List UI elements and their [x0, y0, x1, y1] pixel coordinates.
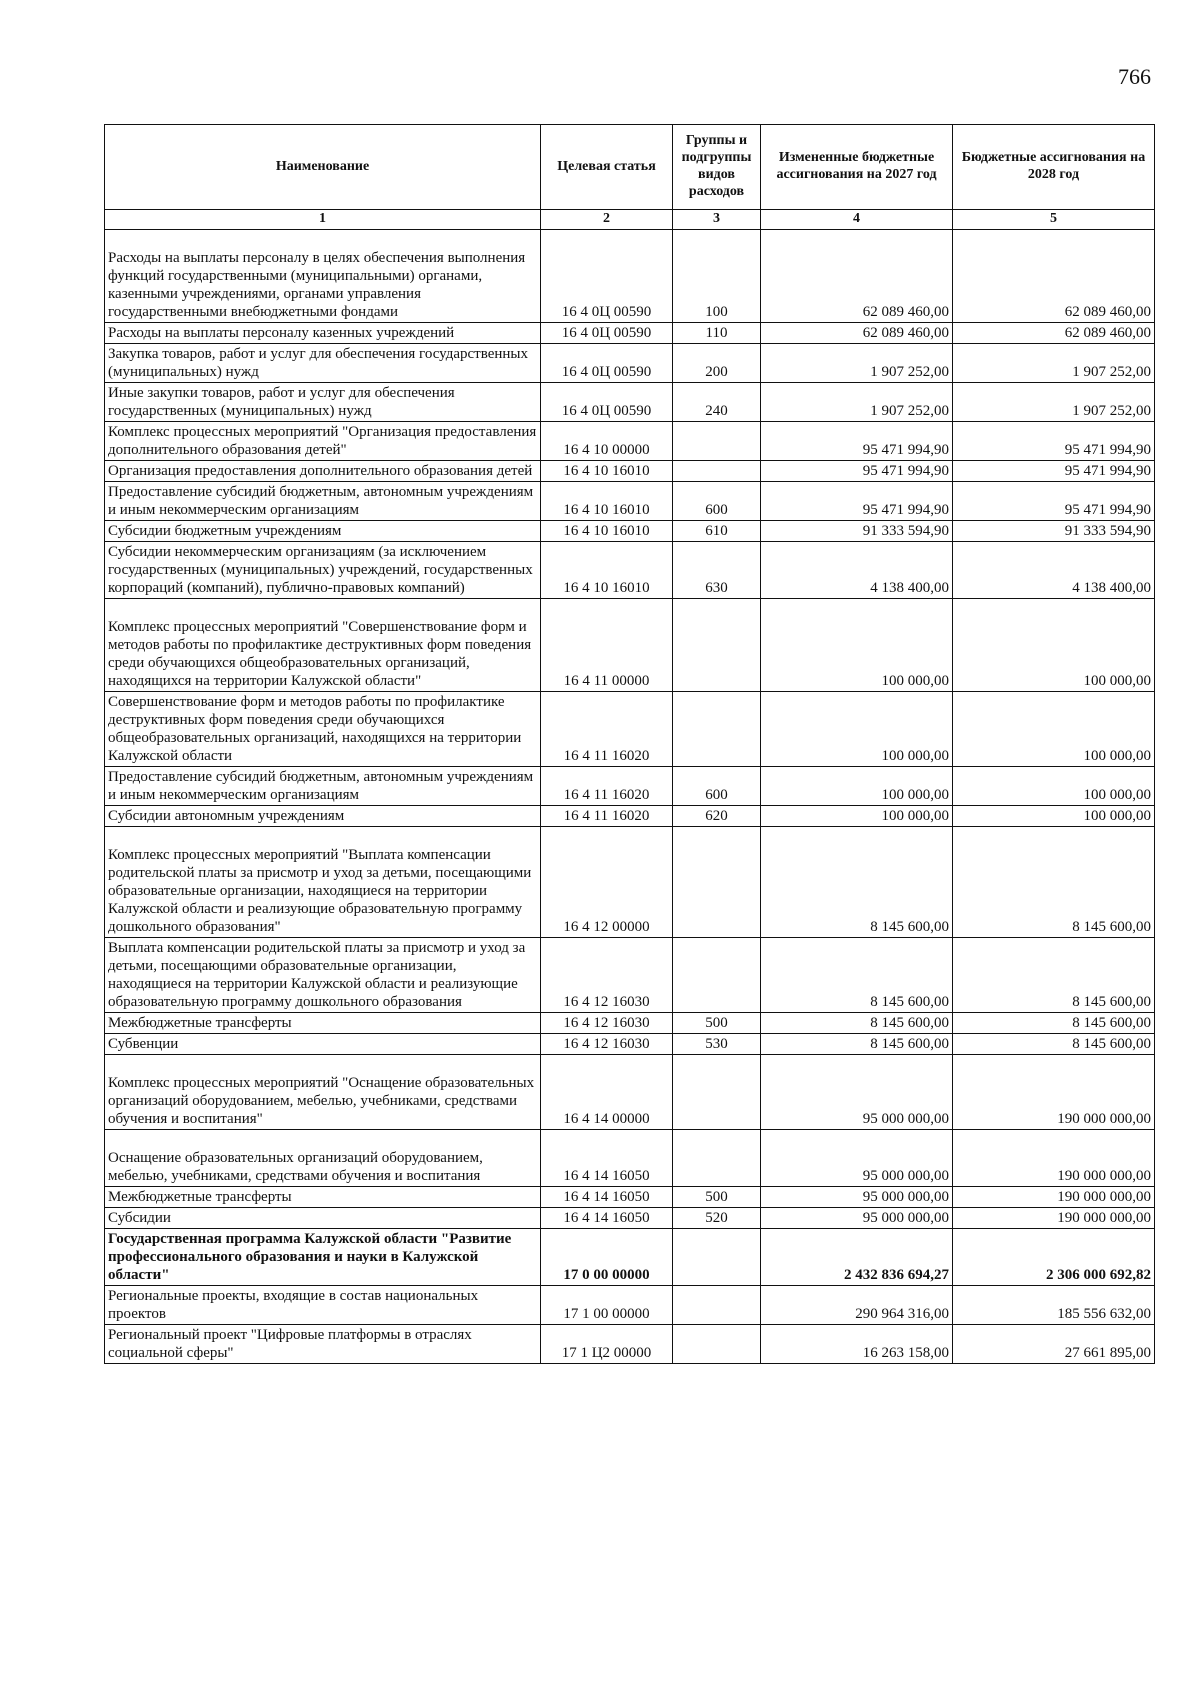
row-amount-2027: 8 145 600,00 — [761, 826, 953, 937]
header-target-article: Целевая статья — [541, 125, 673, 210]
row-amount-2028: 100 000,00 — [953, 805, 1155, 826]
table-row — [105, 229, 1155, 322]
row-target-article: 16 4 0Ц 00590 — [541, 229, 673, 322]
row-amount-2027: 290 964 316,00 — [761, 1285, 953, 1324]
row-amount-2027: 2 432 836 694,27 — [761, 1228, 953, 1285]
row-expense-group — [673, 826, 761, 937]
row-amount-2027: 8 145 600,00 — [761, 1012, 953, 1033]
row-target-article: 17 1 00 00000 — [541, 1285, 673, 1324]
row-amount-2028: 62 089 460,00 — [953, 229, 1155, 322]
table-row — [105, 541, 1155, 598]
row-expense-group — [673, 691, 761, 766]
column-number: 1 — [105, 210, 541, 230]
table-header-row — [105, 125, 1155, 210]
row-amount-2027: 91 333 594,90 — [761, 520, 953, 541]
header-changed-2027: Измененные бюджетные ассигнования на 2027 год — [761, 125, 953, 210]
row-expense-group — [673, 421, 761, 460]
row-name: Комплекс процессных мероприятий "Организация предоставления дополнительного образования детей" — [105, 421, 541, 460]
row-expense-group: 600 — [673, 766, 761, 805]
row-expense-group: 200 — [673, 343, 761, 382]
row-expense-group — [673, 1228, 761, 1285]
table-row — [105, 937, 1155, 1012]
row-name: Региональный проект "Цифровые платформы в отраслях социальной сферы" — [105, 1324, 541, 1363]
row-target-article: 16 4 10 16010 — [541, 541, 673, 598]
header-budget-2028: Бюджетные ассигнования на 2028 год — [953, 125, 1155, 210]
table-row — [105, 460, 1155, 481]
row-amount-2028: 100 000,00 — [953, 691, 1155, 766]
header-name: Наименование — [105, 125, 541, 210]
row-expense-group — [673, 1324, 761, 1363]
table-row — [105, 322, 1155, 343]
row-amount-2028: 95 471 994,90 — [953, 460, 1155, 481]
table-row — [105, 1186, 1155, 1207]
row-name: Оснащение образовательных организаций оборудованием, мебелью, учебниками, средствами обучения и воспитания — [105, 1129, 541, 1186]
row-target-article: 16 4 0Ц 00590 — [541, 382, 673, 421]
row-expense-group: 520 — [673, 1207, 761, 1228]
row-expense-group: 110 — [673, 322, 761, 343]
row-expense-group: 500 — [673, 1186, 761, 1207]
column-number: 4 — [761, 210, 953, 230]
column-number: 2 — [541, 210, 673, 230]
table-row — [105, 1285, 1155, 1324]
row-name: Расходы на выплаты персоналу казенных учреждений — [105, 322, 541, 343]
row-expense-group: 100 — [673, 229, 761, 322]
table-row — [105, 1012, 1155, 1033]
row-name: Субвенции — [105, 1033, 541, 1054]
row-name: Выплата компенсации родительской платы за присмотр и уход за детьми, посещающими образовательные организации, находящиеся на территории Калужской области и реализующие образовательную программу дошкольного образования — [105, 937, 541, 1012]
row-target-article: 16 4 0Ц 00590 — [541, 322, 673, 343]
row-amount-2027: 16 263 158,00 — [761, 1324, 953, 1363]
row-name: Комплекс процессных мероприятий "Выплата компенсации родительской платы за присмотр и уход за детьми, посещающими образовательные организации, находящиеся на территории Калужской области и реализующие образовательную программу дошкольного образования" — [105, 826, 541, 937]
row-target-article: 16 4 14 16050 — [541, 1129, 673, 1186]
row-name: Иные закупки товаров, работ и услуг для обеспечения государственных (муниципальных) нужд — [105, 382, 541, 421]
table-row — [105, 421, 1155, 460]
row-target-article: 16 4 14 16050 — [541, 1207, 673, 1228]
row-expense-group — [673, 1054, 761, 1129]
row-amount-2027: 95 000 000,00 — [761, 1054, 953, 1129]
row-amount-2027: 100 000,00 — [761, 805, 953, 826]
row-expense-group: 630 — [673, 541, 761, 598]
row-amount-2027: 62 089 460,00 — [761, 322, 953, 343]
table-row — [105, 382, 1155, 421]
table-row — [105, 1033, 1155, 1054]
row-name: Субсидии некоммерческим организациям (за исключением государственных (муниципальных) учреждений, государственных корпораций (компаний), публично-правовых компаний) — [105, 541, 541, 598]
row-name: Межбюджетные трансферты — [105, 1012, 541, 1033]
row-name: Региональные проекты, входящие в состав национальных проектов — [105, 1285, 541, 1324]
table-row — [105, 826, 1155, 937]
row-name: Расходы на выплаты персоналу в целях обеспечения выполнения функций государственными (муниципальными) органами, казенными учреждениями, органами управления государственными внебюджетными фондами — [105, 229, 541, 322]
row-amount-2028: 95 471 994,90 — [953, 421, 1155, 460]
row-target-article: 16 4 12 16030 — [541, 1033, 673, 1054]
table-row — [105, 1129, 1155, 1186]
column-number: 5 — [953, 210, 1155, 230]
table-row — [105, 481, 1155, 520]
row-amount-2027: 95 000 000,00 — [761, 1186, 953, 1207]
row-name: Предоставление субсидий бюджетным, автономным учреждениям и иным некоммерческим организациям — [105, 481, 541, 520]
row-amount-2027: 95 471 994,90 — [761, 421, 953, 460]
row-target-article: 16 4 11 00000 — [541, 598, 673, 691]
row-amount-2027: 95 000 000,00 — [761, 1207, 953, 1228]
row-amount-2027: 1 907 252,00 — [761, 382, 953, 421]
row-name: Субсидии автономным учреждениям — [105, 805, 541, 826]
row-amount-2027: 95 471 994,90 — [761, 460, 953, 481]
table-row — [105, 766, 1155, 805]
row-name: Закупка товаров, работ и услуг для обеспечения государственных (муниципальных) нужд — [105, 343, 541, 382]
row-amount-2028: 1 907 252,00 — [953, 343, 1155, 382]
row-amount-2028: 190 000 000,00 — [953, 1186, 1155, 1207]
row-expense-group — [673, 598, 761, 691]
row-target-article: 16 4 11 16020 — [541, 805, 673, 826]
row-amount-2028: 27 661 895,00 — [953, 1324, 1155, 1363]
row-amount-2028: 4 138 400,00 — [953, 541, 1155, 598]
row-amount-2028: 100 000,00 — [953, 598, 1155, 691]
row-amount-2027: 100 000,00 — [761, 598, 953, 691]
row-name: Субсидии — [105, 1207, 541, 1228]
row-expense-group: 600 — [673, 481, 761, 520]
row-target-article: 16 4 14 16050 — [541, 1186, 673, 1207]
table-row — [105, 805, 1155, 826]
row-target-article: 16 4 14 00000 — [541, 1054, 673, 1129]
row-amount-2028: 62 089 460,00 — [953, 322, 1155, 343]
row-amount-2027: 1 907 252,00 — [761, 343, 953, 382]
row-target-article: 16 4 12 00000 — [541, 826, 673, 937]
row-target-article: 16 4 0Ц 00590 — [541, 343, 673, 382]
table-row — [105, 1228, 1155, 1285]
row-expense-group: 500 — [673, 1012, 761, 1033]
header-expense-group: Группы и подгруппы видов расходов — [673, 125, 761, 210]
row-amount-2028: 91 333 594,90 — [953, 520, 1155, 541]
row-amount-2028: 8 145 600,00 — [953, 1012, 1155, 1033]
row-target-article: 16 4 10 16010 — [541, 481, 673, 520]
row-amount-2028: 100 000,00 — [953, 766, 1155, 805]
row-target-article: 16 4 11 16020 — [541, 766, 673, 805]
row-name: Предоставление субсидий бюджетным, автономным учреждениям и иным некоммерческим организациям — [105, 766, 541, 805]
row-amount-2027: 8 145 600,00 — [761, 1033, 953, 1054]
row-target-article: 16 4 10 00000 — [541, 421, 673, 460]
row-name: Организация предоставления дополнительного образования детей — [105, 460, 541, 481]
row-name: Государственная программа Калужской области "Развитие профессионального образования и науки в Калужской области" — [105, 1228, 541, 1285]
table-row — [105, 1054, 1155, 1129]
row-amount-2028: 190 000 000,00 — [953, 1207, 1155, 1228]
row-amount-2028: 2 306 000 692,82 — [953, 1228, 1155, 1285]
row-target-article: 17 0 00 00000 — [541, 1228, 673, 1285]
table-row — [105, 1324, 1155, 1363]
row-expense-group — [673, 937, 761, 1012]
row-target-article: 17 1 Ц2 00000 — [541, 1324, 673, 1363]
row-amount-2028: 8 145 600,00 — [953, 1033, 1155, 1054]
row-target-article: 16 4 12 16030 — [541, 1012, 673, 1033]
row-expense-group: 240 — [673, 382, 761, 421]
row-amount-2027: 100 000,00 — [761, 766, 953, 805]
row-expense-group: 620 — [673, 805, 761, 826]
row-target-article: 16 4 10 16010 — [541, 460, 673, 481]
row-name: Комплекс процессных мероприятий "Оснащение образовательных организаций оборудованием, мебелью, учебниками, средствами обучения и воспитания" — [105, 1054, 541, 1129]
table-body — [105, 229, 1155, 1363]
row-amount-2028: 1 907 252,00 — [953, 382, 1155, 421]
row-expense-group — [673, 460, 761, 481]
row-name: Совершенствование форм и методов работы по профилактике деструктивных форм поведения среди обучающихся общеобразовательных организаций, находящихся на территории Калужской области — [105, 691, 541, 766]
row-amount-2027: 62 089 460,00 — [761, 229, 953, 322]
row-amount-2028: 8 145 600,00 — [953, 937, 1155, 1012]
row-name: Субсидии бюджетным учреждениям — [105, 520, 541, 541]
row-expense-group — [673, 1285, 761, 1324]
page-number: 766 — [1118, 64, 1151, 89]
column-number: 3 — [673, 210, 761, 230]
row-amount-2027: 95 000 000,00 — [761, 1129, 953, 1186]
row-amount-2028: 190 000 000,00 — [953, 1054, 1155, 1129]
table-row — [105, 691, 1155, 766]
table-row — [105, 343, 1155, 382]
table-row — [105, 520, 1155, 541]
row-amount-2028: 95 471 994,90 — [953, 481, 1155, 520]
row-amount-2028: 8 145 600,00 — [953, 826, 1155, 937]
row-amount-2027: 100 000,00 — [761, 691, 953, 766]
row-target-article: 16 4 12 16030 — [541, 937, 673, 1012]
row-amount-2027: 95 471 994,90 — [761, 481, 953, 520]
row-name: Межбюджетные трансферты — [105, 1186, 541, 1207]
table-row — [105, 598, 1155, 691]
table-row — [105, 1207, 1155, 1228]
budget-table — [104, 124, 1155, 1364]
row-expense-group: 530 — [673, 1033, 761, 1054]
row-target-article: 16 4 11 16020 — [541, 691, 673, 766]
row-amount-2028: 185 556 632,00 — [953, 1285, 1155, 1324]
row-amount-2028: 190 000 000,00 — [953, 1129, 1155, 1186]
row-target-article: 16 4 10 16010 — [541, 520, 673, 541]
row-amount-2027: 4 138 400,00 — [761, 541, 953, 598]
row-name: Комплекс процессных мероприятий "Совершенствование форм и методов работы по профилактике деструктивных форм поведения среди обучающихся общеобразовательных организаций, находящихся на территории Калужской области" — [105, 598, 541, 691]
row-amount-2027: 8 145 600,00 — [761, 937, 953, 1012]
column-number-row — [105, 210, 1155, 230]
row-expense-group: 610 — [673, 520, 761, 541]
row-expense-group — [673, 1129, 761, 1186]
